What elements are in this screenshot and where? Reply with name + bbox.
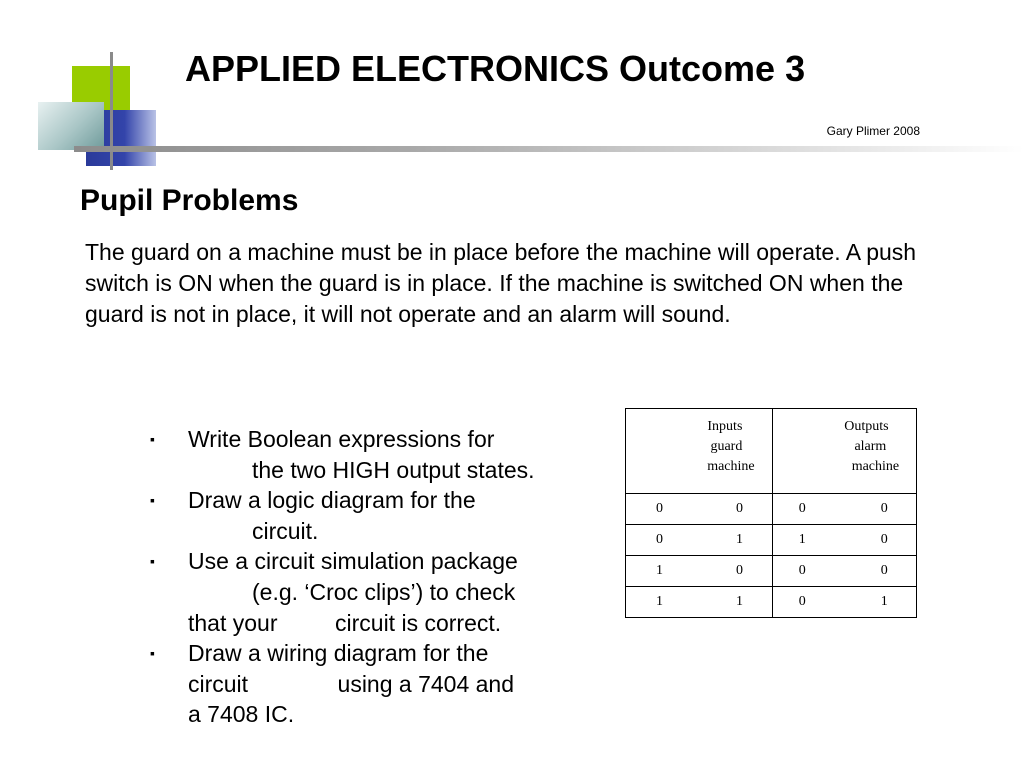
outputs-header-machine: machine [851, 459, 900, 474]
task-line: Use a circuit simulation package [188, 548, 518, 575]
task-line: Draw a wiring diagram for the [188, 640, 489, 667]
slide-logo-decoration [0, 0, 200, 180]
inputs-header [626, 409, 773, 494]
input-machine-value: 1 [736, 594, 743, 609]
output-machine-value: 0 [880, 563, 888, 578]
problem-statement: The guard on a machine must be in place before the machine will operate. A push switch is ON when the guard is in place. If the machine is switched ON when the guard is not in place, it will not operate and an alarm will sound. [85, 239, 917, 327]
output-machine-value: 1 [880, 594, 888, 609]
task-line: the two HIGH output states. [252, 456, 535, 483]
task-item [150, 424, 590, 485]
table-row [626, 525, 917, 556]
input-machine-value: 0 [736, 563, 743, 578]
input-cell [626, 587, 773, 618]
input-guard-value: 1 [656, 594, 663, 609]
output-alarm-value: 1 [798, 532, 806, 547]
outputs-header [772, 409, 916, 494]
output-cell [772, 525, 916, 556]
inputs-header-label: Inputs [707, 419, 743, 434]
task-item [150, 638, 590, 730]
task-item [150, 546, 590, 638]
outputs-header-label: Outputs [844, 419, 889, 434]
header-divider [74, 146, 1024, 152]
output-alarm-value: 0 [798, 501, 806, 516]
input-cell [626, 525, 773, 556]
input-guard-value: 1 [656, 563, 663, 578]
bullet-icon: ▪ [150, 553, 155, 570]
task-list [150, 424, 590, 730]
inputs-header-guard: guard [710, 439, 743, 454]
logo-vertical-line [110, 52, 113, 170]
bullet-icon: ▪ [150, 431, 155, 447]
truth-table-header-row [626, 409, 917, 494]
outputs-header-alarm: alarm [854, 439, 887, 454]
task-item [150, 485, 590, 546]
output-alarm-value: 0 [798, 563, 806, 578]
task-line: Draw a logic diagram for the [188, 487, 476, 514]
input-cell [626, 556, 773, 587]
inputs-header-machine: machine [707, 459, 755, 474]
output-alarm-value: 0 [798, 594, 806, 609]
task-line: circuit. [252, 517, 319, 544]
input-guard-value: 0 [656, 501, 663, 516]
input-machine-value: 0 [736, 501, 743, 516]
bullet-icon: ▪ [150, 645, 155, 662]
task-line: Write Boolean expressions for [188, 426, 495, 452]
output-machine-value: 0 [880, 532, 888, 547]
table-row [626, 587, 917, 618]
slide-author: Gary Plimer 2008 [826, 124, 920, 138]
task-line: (e.g. ‘Croc clips’) to check [252, 578, 516, 605]
task-line: circuit using a 7404 and [188, 670, 515, 697]
output-cell [772, 494, 916, 525]
slide-title: APPLIED ELECTRONICS Outcome 3 [185, 48, 806, 89]
input-cell [626, 494, 773, 525]
task-line: that your circuit is correct. [188, 609, 502, 636]
output-machine-value: 0 [880, 501, 888, 516]
output-cell [772, 556, 916, 587]
input-machine-value: 1 [736, 532, 743, 547]
output-cell [772, 587, 916, 618]
truth-table [625, 408, 917, 618]
bullet-icon: ▪ [150, 492, 155, 509]
table-row [626, 556, 917, 587]
task-line: a 7408 IC. [188, 701, 295, 728]
table-row [626, 494, 917, 525]
input-guard-value: 0 [656, 532, 663, 547]
slide-subtitle: Pupil Problems [80, 184, 299, 217]
logo-teal-square [38, 102, 104, 150]
